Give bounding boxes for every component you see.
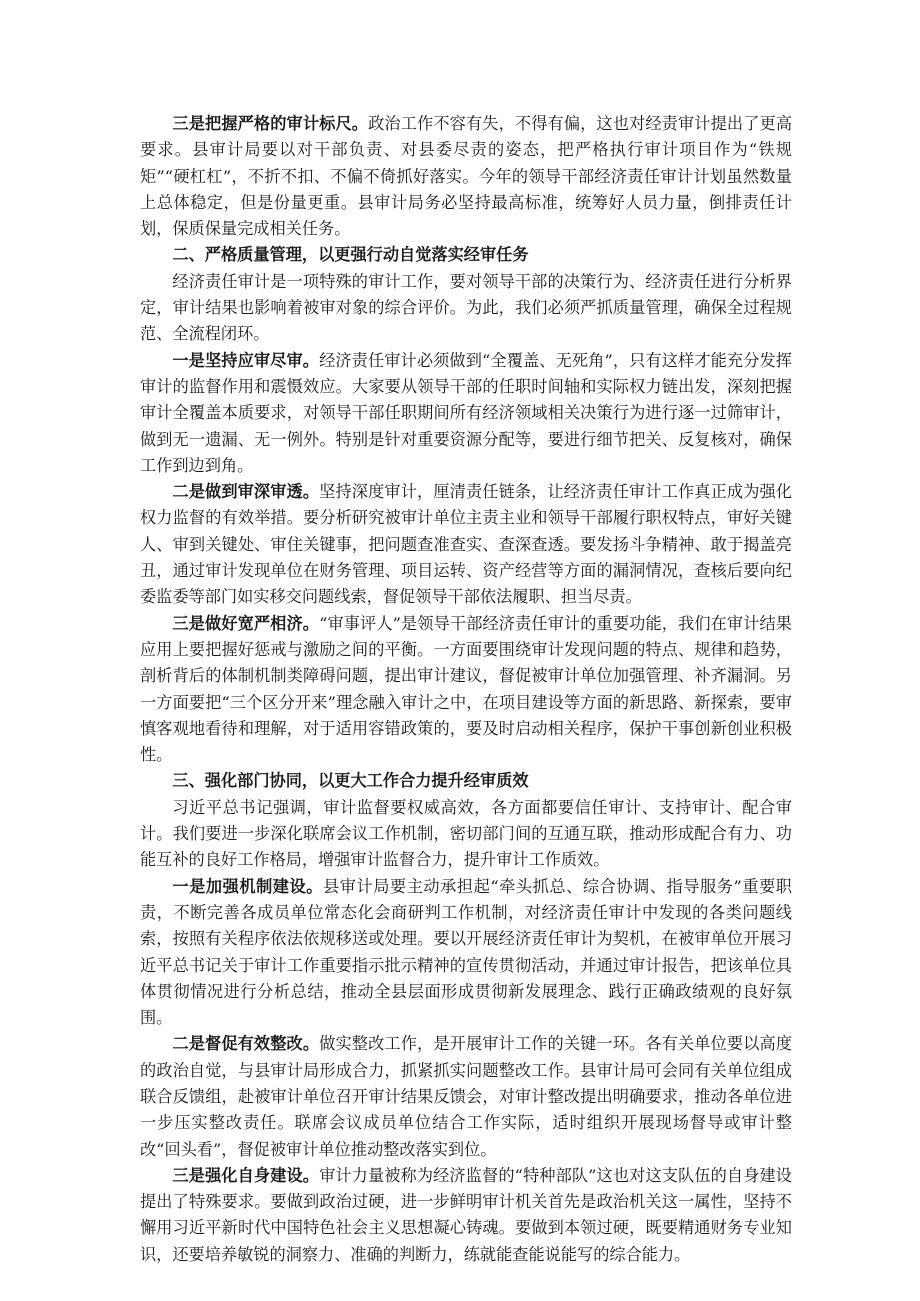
paragraph-quality-intro [140, 269, 792, 348]
paragraph-lead: 一是加强机制建设。 [172, 876, 324, 896]
paragraph-mechanism [140, 874, 792, 1032]
paragraph-lead: 二是做到审深审透。 [172, 482, 320, 502]
paragraph-lead: 三是做好宽严相济。 [172, 613, 320, 633]
section-heading-quality-management: 二、严格质量管理，以更强行动自觉落实经审任务 [172, 245, 529, 265]
paragraph-text: 习近平总书记强调，审计监督要权威高效，各方面都要信任审计、支持审计、配合审计。我们要进一步深化联席会议工作机制，密切部门间的互通互联，推动形成配合有力、功能互补的良好工作格局，增强审计监督合力，提升审计工作质效。 [140, 797, 792, 870]
paragraph-lead: 三是强化自身建设。 [172, 1165, 320, 1185]
paragraph-coordination-intro [140, 795, 792, 874]
paragraph-text: 坚持深度审计，厘清责任链条，让经济责任审计工作真正成为强化权力监督的有效举措。要分析研究被审计单位主责主业和领导干部履行职权特点，审好关键人、审到关键处、审住关键事，把问题查准查实、查深查透。要发扬斗争精神、敢于揭盖亮丑，通过审计发现单位在财务管理、项目运转、资产经营等方面的漏洞情况，查核后要向纪委监委等部门如实移交问题线索，督促领导干部依法履职、担当尽责。 [140, 482, 793, 607]
paragraph-text: 审计力量被称为经济监督的“特种部队”这也对这支队伍的自身建设提出了特殊要求。要做到政治过硬，进一步鲜明审计机关首先是政治机关这一属性，坚持不懈用习近平新时代中国特色社会主义思想凝心铸魂。要做到本领过硬，既要精通财务专业知识，还要培养敏锐的洞察力、准确的判断力，练就能查能说能写的综合能力。 [140, 1165, 792, 1264]
paragraph-audit-standard [140, 111, 792, 242]
paragraph-lead: 二是督促有效整改。 [172, 1034, 320, 1054]
paragraph-text: 经济责任审计必须做到“全覆盖、无死角”，只有这样才能充分发挥审计的监督作用和震慑效应。大家要从领导干部的任职时间轴和实际权力链出发，深刻把握审计全覆盖本质要求，对领导干部任职期间所有经济领域相关决策行为进行逐一过筛审计，做到无一遗漏、无一例外。特别是针对重要资源分配等，要进行细节把关、反复核对，确保工作到边到角。 [140, 350, 792, 475]
paragraph-text: “审事评人”是领导干部经济责任审计的重要功能，我们在审计结果应用上要把握好惩戒与激励之间的平衡。一方面要围绕审计发现问题的特点、规律和趋势，剖析背后的体制机制类障碍问题，提出审计建议，督促被审计单位加强管理、补齐漏洞。另一方面要把“三个区分开来”理念融入审计之中，在项目建设等方面的新思路、新探索，要审慎客观地看待和理解，对于适用容错政策的，要及时启动相关程序，保护干事创新创业积极性。 [140, 613, 792, 765]
section-heading-department-coordination: 三、强化部门协同，以更大工作合力提升经审质效 [172, 771, 529, 791]
paragraph-text: 做实整改工作，是开展审计工作的关键一环。各有关单位要以高度的政治自觉，与县审计局形成合力，抓紧抓实问题整改工作。县审计局可会同有关单位组成联合反馈组，赴被审计单位召开审计结果反馈会，对审计整改提出明确要求，推动各单位进一步压实整改责任。联席会议成员单位结合工作实际，适时组织开展现场督导或审计整改“回头看”，督促被审计单位推动整改落实到位。 [140, 1034, 793, 1159]
paragraph-balance [140, 611, 792, 769]
paragraph-text: 经济责任审计是一项特殊的审计工作，要对领导干部的决策行为、经济责任进行分析界定，审计结果也影响着被审对象的综合评价。为此，我们必须严抓质量管理，确保全过程规范、全流程闭环。 [140, 271, 792, 344]
paragraph-lead: 三是把握严格的审计标尺。 [172, 114, 369, 133]
paragraph-rectification [140, 1031, 792, 1162]
paragraph-text: 政治工作不容有失，不得有偏，这也对经责审计提出了更高要求。县审计局要以对干部负责、对县委尽责的姿态，把严格执行审计项目作为“铁规矩”“硬杠杠”，不折不扣、不偏不倚抓好落实。今年的领导干部经济责任审计计划虽然数量上总体稳定，但是份量更重。县审计局务必坚持最高标准，统筹好人员力量，倒排责任计划，保质保量完成相关任务。 [140, 114, 793, 239]
paragraph-text: 县审计局要主动承担起“牵头抓总、综合协调、指导服务”重要职责，不断完善各成员单位常态化会商研判工作机制，对经济责任审计中发现的各类问题线索，按照有关程序依法依规移送或处理。要以开展经济责任审计为契机，在被审单位开展习近平总书记关于审计工作重要指示批示精神的宣传贯彻活动，并通过审计报告，把该单位具体贯彻情况进行分析总结，推动全县层面形成贯彻新发展理念、践行正确政绩观的良好氛围。 [140, 876, 792, 1028]
paragraph-full-coverage [140, 348, 792, 479]
paragraph-deep-audit [140, 479, 792, 610]
document-body [140, 111, 792, 1268]
paragraph-self-building [140, 1163, 792, 1268]
paragraph-lead: 一是坚持应审尽审。 [172, 350, 320, 370]
